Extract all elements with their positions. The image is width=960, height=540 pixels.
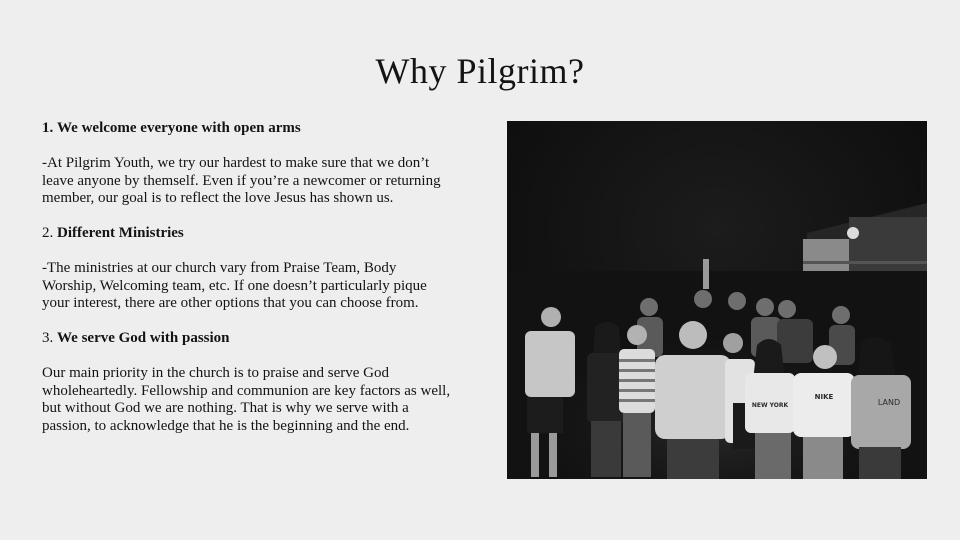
- raised-hand: [703, 259, 709, 289]
- shirt-text: NIKE: [814, 393, 834, 401]
- text-content: [42, 120, 452, 453]
- section-number: 3.: [42, 330, 54, 346]
- section-heading: [42, 225, 452, 243]
- section-title: We welcome everyone with open arms: [57, 120, 301, 136]
- group-photo-illustration: [507, 121, 927, 479]
- section-number: 2.: [42, 225, 54, 241]
- section-body: -At Pilgrim Youth, we try our hardest to make sure that we don’t leave anyone by themself. Even if you’re a newcomer or returning member, our goal is to reflect the love Jesus has shown us.: [42, 155, 441, 206]
- section-number: 1.: [42, 120, 54, 136]
- section-body: -The ministries at our church vary from Praise Team, Body Worship, Welcoming team, etc. If one doesn’t particularly pique your interest, there are other options that you can choose from.: [42, 260, 427, 311]
- group-photo: [507, 121, 927, 479]
- section-heading: [42, 330, 452, 348]
- section-heading: [42, 120, 452, 138]
- section-body: Our main priority in the church is to praise and serve God wholeheartedly. Fellowship and communion are key factors as well, but without God we are nothing. That is why we serve with a passion, to acknowledge that he is the beginning and the end.: [42, 365, 451, 434]
- slide-title: Why Pilgrim?: [375, 51, 585, 91]
- section-title: Different Ministries: [57, 225, 184, 241]
- section-title: We serve God with passion: [57, 330, 230, 346]
- shirt-text: LAND: [877, 398, 901, 407]
- shirt-text: NEW YORK: [751, 402, 789, 409]
